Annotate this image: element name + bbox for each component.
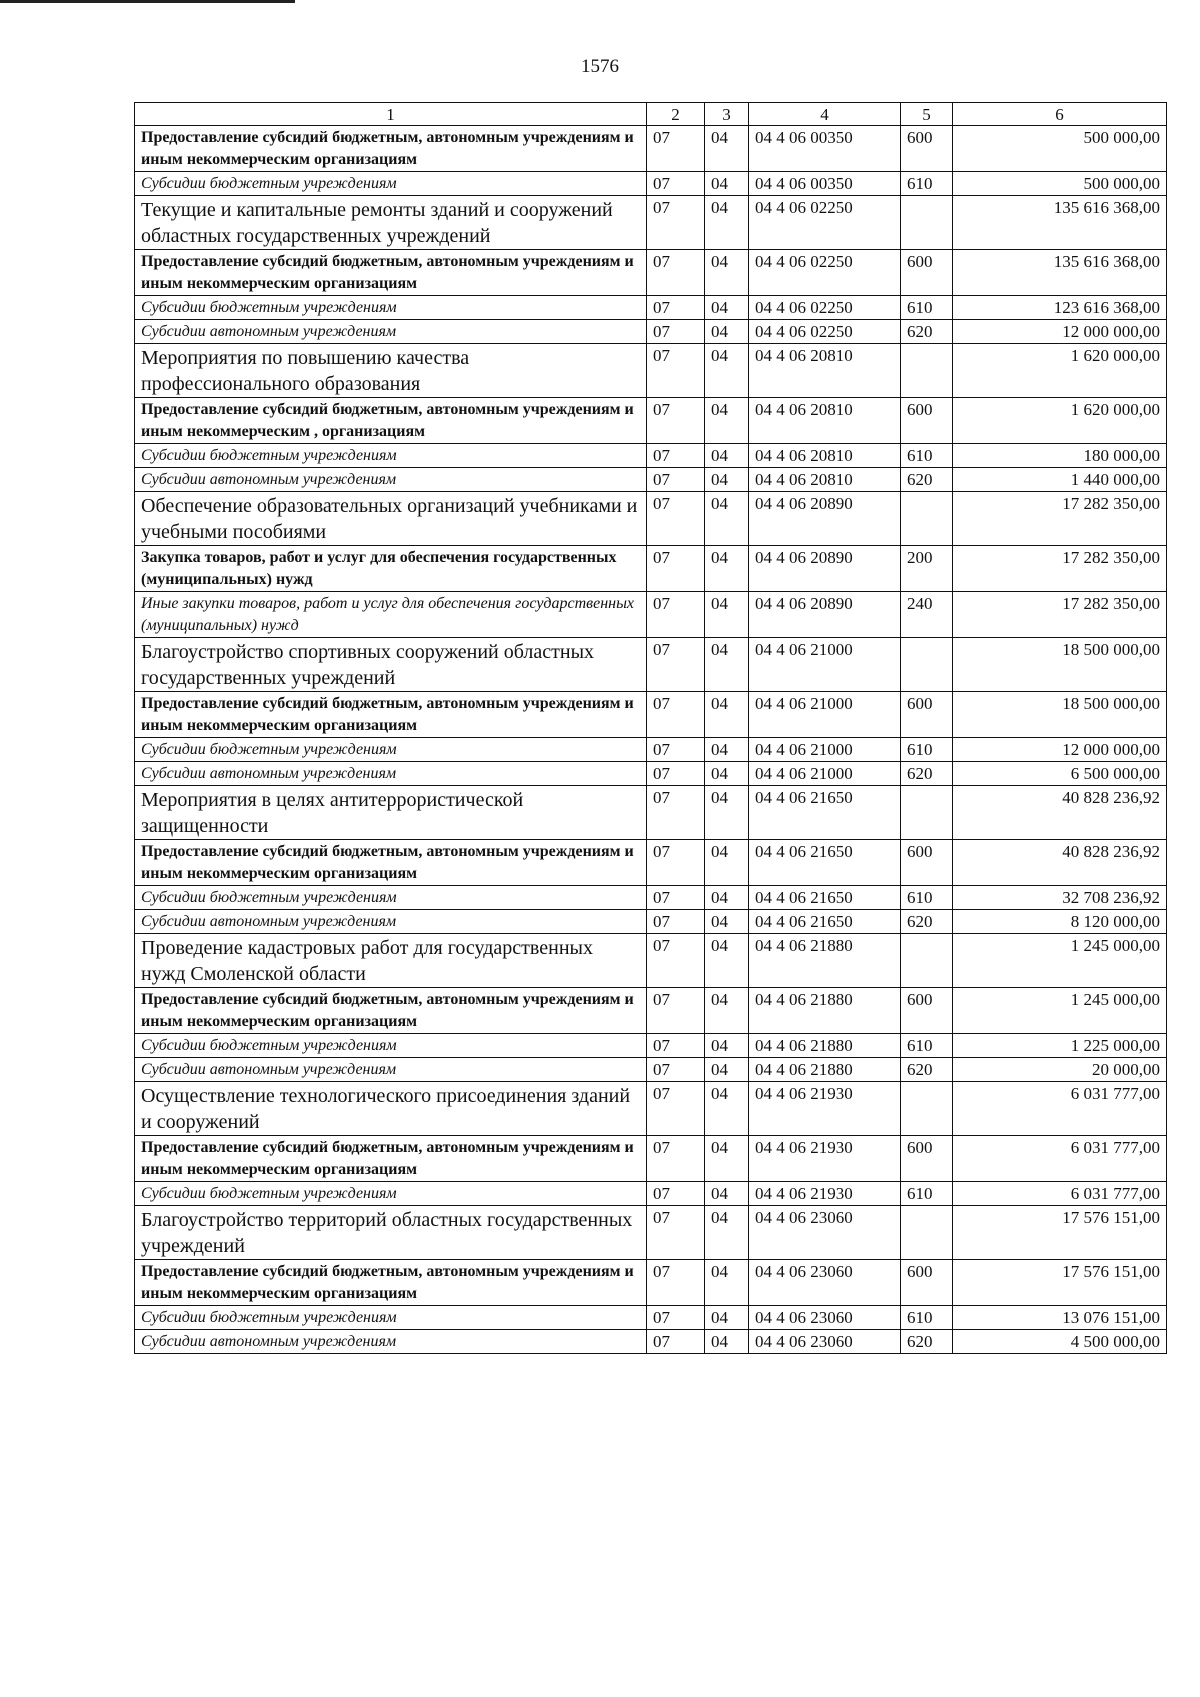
row-cell-c5 [901, 934, 953, 988]
table-row [135, 692, 1167, 738]
row-cell-c6: 8 120 000,00 [953, 910, 1167, 934]
table-row [135, 1034, 1167, 1058]
row-cell-c6: 1 245 000,00 [953, 934, 1167, 988]
row-cell-c3: 04 [705, 1058, 749, 1082]
row-cell-name: Субсидии бюджетным учреждениям [135, 296, 647, 320]
table-row [135, 344, 1167, 398]
row-cell-c2: 07 [647, 492, 705, 546]
header-cell: 4 [749, 103, 901, 126]
row-cell-c3: 04 [705, 344, 749, 398]
table-row [135, 126, 1167, 172]
row-cell-c4: 04 4 06 21650 [749, 840, 901, 886]
row-cell-c2: 07 [647, 172, 705, 196]
row-cell-c6: 18 500 000,00 [953, 692, 1167, 738]
row-cell-c6: 40 828 236,92 [953, 786, 1167, 840]
row-cell-c5: 600 [901, 692, 953, 738]
row-cell-c3: 04 [705, 250, 749, 296]
row-cell-c2: 07 [647, 1034, 705, 1058]
row-cell-c5: 600 [901, 1260, 953, 1306]
table-row [135, 468, 1167, 492]
table-row [135, 444, 1167, 468]
row-cell-name: Субсидии автономным учреждениям [135, 1058, 647, 1082]
row-cell-name: Субсидии бюджетным учреждениям [135, 1306, 647, 1330]
row-cell-c4: 04 4 06 20890 [749, 546, 901, 592]
row-cell-c2: 07 [647, 988, 705, 1034]
row-cell-c6: 4 500 000,00 [953, 1330, 1167, 1354]
row-cell-c5 [901, 492, 953, 546]
row-cell-c3: 04 [705, 886, 749, 910]
row-cell-c3: 04 [705, 492, 749, 546]
row-cell-c6: 180 000,00 [953, 444, 1167, 468]
row-cell-c2: 07 [647, 1082, 705, 1136]
row-cell-name: Предоставление субсидий бюджетным, автономным учреждениям и иным некоммерческим организациям [135, 250, 647, 296]
row-cell-c3: 04 [705, 786, 749, 840]
row-cell-c6: 6 031 777,00 [953, 1182, 1167, 1206]
row-cell-name: Субсидии автономным учреждениям [135, 910, 647, 934]
row-cell-c4: 04 4 06 21000 [749, 762, 901, 786]
row-cell-c3: 04 [705, 1306, 749, 1330]
row-cell-c3: 04 [705, 840, 749, 886]
row-cell-name: Обеспечение образовательных организаций учебниками и учебными пособиями [135, 492, 647, 546]
row-cell-c5: 610 [901, 444, 953, 468]
row-cell-c5: 600 [901, 398, 953, 444]
row-cell-c6: 13 076 151,00 [953, 1306, 1167, 1330]
row-cell-c6: 1 440 000,00 [953, 468, 1167, 492]
row-cell-c5 [901, 1206, 953, 1260]
row-cell-c4: 04 4 06 23060 [749, 1330, 901, 1354]
table-header-row [135, 103, 1167, 126]
row-cell-c5 [901, 786, 953, 840]
row-cell-c5: 620 [901, 320, 953, 344]
table-row [135, 988, 1167, 1034]
row-cell-c3: 04 [705, 126, 749, 172]
table-row [135, 320, 1167, 344]
row-cell-name: Субсидии бюджетным учреждениям [135, 738, 647, 762]
row-cell-name: Предоставление субсидий бюджетным, автономным учреждениям и иным некоммерческим организациям [135, 126, 647, 172]
row-cell-c2: 07 [647, 738, 705, 762]
row-cell-name: Иные закупки товаров, работ и услуг для обеспечения государственных (муниципальных) нужд [135, 592, 647, 638]
row-cell-c5: 200 [901, 546, 953, 592]
table-row [135, 738, 1167, 762]
row-cell-c5: 610 [901, 1306, 953, 1330]
row-cell-c2: 07 [647, 126, 705, 172]
row-cell-c3: 04 [705, 196, 749, 250]
table-row [135, 1058, 1167, 1082]
row-cell-c6: 123 616 368,00 [953, 296, 1167, 320]
table-row [135, 492, 1167, 546]
row-cell-c5: 620 [901, 762, 953, 786]
row-cell-name: Субсидии автономным учреждениям [135, 1330, 647, 1354]
row-cell-c2: 07 [647, 592, 705, 638]
row-cell-c2: 07 [647, 344, 705, 398]
row-cell-c4: 04 4 06 20810 [749, 444, 901, 468]
table-row [135, 638, 1167, 692]
row-cell-c3: 04 [705, 1260, 749, 1306]
row-cell-name: Предоставление субсидий бюджетным, автономным учреждениям и иным некоммерческим организациям [135, 692, 647, 738]
row-cell-c4: 04 4 06 21930 [749, 1136, 901, 1182]
row-cell-c2: 07 [647, 762, 705, 786]
row-cell-c5: 610 [901, 738, 953, 762]
row-cell-c5: 610 [901, 1182, 953, 1206]
header-cell: 3 [705, 103, 749, 126]
row-cell-c2: 07 [647, 1306, 705, 1330]
row-cell-c4: 04 4 06 23060 [749, 1260, 901, 1306]
row-cell-name: Предоставление субсидий бюджетным, автономным учреждениям и иным некоммерческим организациям [135, 1136, 647, 1182]
row-cell-c4: 04 4 06 02250 [749, 320, 901, 344]
row-cell-c3: 04 [705, 692, 749, 738]
row-cell-c5: 240 [901, 592, 953, 638]
scan-edge-line [0, 0, 295, 3]
row-cell-name: Субсидии бюджетным учреждениям [135, 886, 647, 910]
row-cell-c2: 07 [647, 886, 705, 910]
row-cell-c4: 04 4 06 21000 [749, 692, 901, 738]
row-cell-c5: 600 [901, 250, 953, 296]
row-cell-c4: 04 4 06 20810 [749, 398, 901, 444]
row-cell-name: Закупка товаров, работ и услуг для обеспечения государственных (муниципальных) нужд [135, 546, 647, 592]
row-cell-c4: 04 4 06 02250 [749, 196, 901, 250]
row-cell-c6: 20 000,00 [953, 1058, 1167, 1082]
table-row [135, 1082, 1167, 1136]
row-cell-name: Субсидии бюджетным учреждениям [135, 444, 647, 468]
row-cell-c6: 18 500 000,00 [953, 638, 1167, 692]
row-cell-c6: 6 500 000,00 [953, 762, 1167, 786]
row-cell-c4: 04 4 06 23060 [749, 1306, 901, 1330]
row-cell-c3: 04 [705, 988, 749, 1034]
row-cell-c5 [901, 196, 953, 250]
row-cell-c2: 07 [647, 1330, 705, 1354]
row-cell-c6: 17 576 151,00 [953, 1260, 1167, 1306]
row-cell-c5: 620 [901, 1058, 953, 1082]
row-cell-name: Субсидии бюджетным учреждениям [135, 172, 647, 196]
row-cell-name: Текущие и капитальные ремонты зданий и сооружений областных государственных учреждений [135, 196, 647, 250]
row-cell-c5: 600 [901, 840, 953, 886]
row-cell-c3: 04 [705, 762, 749, 786]
table-row [135, 886, 1167, 910]
row-cell-name: Субсидии автономным учреждениям [135, 468, 647, 492]
row-cell-c3: 04 [705, 1136, 749, 1182]
row-cell-c4: 04 4 06 20890 [749, 492, 901, 546]
row-cell-c3: 04 [705, 1034, 749, 1058]
row-cell-c6: 1 225 000,00 [953, 1034, 1167, 1058]
row-cell-c6: 1 620 000,00 [953, 344, 1167, 398]
row-cell-c6: 17 282 350,00 [953, 546, 1167, 592]
row-cell-c2: 07 [647, 934, 705, 988]
row-cell-c5: 620 [901, 910, 953, 934]
row-cell-c5 [901, 638, 953, 692]
row-cell-c4: 04 4 06 21930 [749, 1082, 901, 1136]
row-cell-name: Мероприятия в целях антитеррористической защищенности [135, 786, 647, 840]
table-row [135, 1182, 1167, 1206]
table-row [135, 1206, 1167, 1260]
row-cell-c3: 04 [705, 1206, 749, 1260]
row-cell-name: Осуществление технологического присоединения зданий и сооружений [135, 1082, 647, 1136]
row-cell-c6: 12 000 000,00 [953, 320, 1167, 344]
row-cell-c4: 04 4 06 21880 [749, 1058, 901, 1082]
row-cell-c3: 04 [705, 444, 749, 468]
row-cell-name: Предоставление субсидий бюджетным, автономным учреждениям и иным некоммерческим организациям [135, 988, 647, 1034]
row-cell-c6: 500 000,00 [953, 172, 1167, 196]
row-cell-name: Субсидии бюджетным учреждениям [135, 1182, 647, 1206]
row-cell-name: Предоставление субсидий бюджетным, автономным учреждениям и иным некоммерческим организациям [135, 1260, 647, 1306]
row-cell-c2: 07 [647, 444, 705, 468]
row-cell-c5: 610 [901, 172, 953, 196]
row-cell-c4: 04 4 06 21650 [749, 886, 901, 910]
row-cell-c4: 04 4 06 21650 [749, 910, 901, 934]
row-cell-c2: 07 [647, 398, 705, 444]
row-cell-c2: 07 [647, 546, 705, 592]
row-cell-c3: 04 [705, 398, 749, 444]
budget-table [134, 102, 1167, 1354]
row-cell-c2: 07 [647, 786, 705, 840]
row-cell-c5: 600 [901, 988, 953, 1034]
row-cell-c3: 04 [705, 738, 749, 762]
row-cell-c3: 04 [705, 320, 749, 344]
row-cell-c2: 07 [647, 1182, 705, 1206]
row-cell-c6: 6 031 777,00 [953, 1136, 1167, 1182]
row-cell-c4: 04 4 06 20810 [749, 468, 901, 492]
row-cell-name: Субсидии бюджетным учреждениям [135, 1034, 647, 1058]
row-cell-c4: 04 4 06 21000 [749, 738, 901, 762]
table-row [135, 546, 1167, 592]
row-cell-name: Предоставление субсидий бюджетным, автономным учреждениям и иным некоммерческим , организациям [135, 398, 647, 444]
row-cell-c2: 07 [647, 1136, 705, 1182]
row-cell-c3: 04 [705, 468, 749, 492]
header-cell: 5 [901, 103, 953, 126]
row-cell-name: Мероприятия по повышению качества профессионального образования [135, 344, 647, 398]
row-cell-c4: 04 4 06 02250 [749, 250, 901, 296]
row-cell-c4: 04 4 06 21930 [749, 1182, 901, 1206]
row-cell-c2: 07 [647, 250, 705, 296]
table-row [135, 1306, 1167, 1330]
row-cell-c2: 07 [647, 1260, 705, 1306]
row-cell-c5: 610 [901, 886, 953, 910]
row-cell-c3: 04 [705, 1330, 749, 1354]
row-cell-c6: 17 282 350,00 [953, 492, 1167, 546]
row-cell-c6: 32 708 236,92 [953, 886, 1167, 910]
row-cell-c2: 07 [647, 196, 705, 250]
row-cell-c5: 620 [901, 1330, 953, 1354]
row-cell-c6: 6 031 777,00 [953, 1082, 1167, 1136]
table-row [135, 1136, 1167, 1182]
row-cell-c2: 07 [647, 638, 705, 692]
row-cell-c4: 04 4 06 20890 [749, 592, 901, 638]
row-cell-c3: 04 [705, 172, 749, 196]
table-row [135, 196, 1167, 250]
row-cell-c4: 04 4 06 20810 [749, 344, 901, 398]
row-cell-c2: 07 [647, 840, 705, 886]
row-cell-c4: 04 4 06 00350 [749, 172, 901, 196]
row-cell-name: Благоустройство спортивных сооружений областных государственных учреждений [135, 638, 647, 692]
row-cell-c6: 1 620 000,00 [953, 398, 1167, 444]
table-row [135, 762, 1167, 786]
page-number: 1576 [581, 56, 619, 77]
row-cell-c4: 04 4 06 02250 [749, 296, 901, 320]
row-cell-c5: 600 [901, 126, 953, 172]
row-cell-c2: 07 [647, 320, 705, 344]
table-row [135, 172, 1167, 196]
table-row [135, 398, 1167, 444]
row-cell-c4: 04 4 06 00350 [749, 126, 901, 172]
row-cell-c3: 04 [705, 910, 749, 934]
row-cell-name: Субсидии автономным учреждениям [135, 320, 647, 344]
row-cell-c4: 04 4 06 21650 [749, 786, 901, 840]
row-cell-c5: 610 [901, 1034, 953, 1058]
row-cell-c2: 07 [647, 468, 705, 492]
row-cell-c2: 07 [647, 296, 705, 320]
row-cell-c3: 04 [705, 1182, 749, 1206]
row-cell-c5 [901, 344, 953, 398]
row-cell-c6: 135 616 368,00 [953, 196, 1167, 250]
row-cell-c2: 07 [647, 1058, 705, 1082]
row-cell-c6: 1 245 000,00 [953, 988, 1167, 1034]
row-cell-name: Субсидии автономным учреждениям [135, 762, 647, 786]
table-row [135, 1330, 1167, 1354]
row-cell-c3: 04 [705, 1082, 749, 1136]
row-cell-c4: 04 4 06 21880 [749, 988, 901, 1034]
header-cell: 6 [953, 103, 1167, 126]
table-row [135, 592, 1167, 638]
row-cell-c6: 17 576 151,00 [953, 1206, 1167, 1260]
row-cell-c6: 135 616 368,00 [953, 250, 1167, 296]
row-cell-c6: 500 000,00 [953, 126, 1167, 172]
row-cell-c2: 07 [647, 910, 705, 934]
row-cell-c4: 04 4 06 21880 [749, 934, 901, 988]
header-cell: 2 [647, 103, 705, 126]
row-cell-name: Предоставление субсидий бюджетным, автономным учреждениям и иным некоммерческим организациям [135, 840, 647, 886]
row-cell-name: Благоустройство территорий областных государственных учреждений [135, 1206, 647, 1260]
header-cell: 1 [135, 103, 647, 126]
table-row [135, 1260, 1167, 1306]
row-cell-c2: 07 [647, 1206, 705, 1260]
row-cell-c3: 04 [705, 296, 749, 320]
row-cell-name: Проведение кадастровых работ для государственных нужд Смоленской области [135, 934, 647, 988]
table-row [135, 786, 1167, 840]
row-cell-c3: 04 [705, 546, 749, 592]
row-cell-c3: 04 [705, 638, 749, 692]
row-cell-c6: 12 000 000,00 [953, 738, 1167, 762]
row-cell-c6: 40 828 236,92 [953, 840, 1167, 886]
row-cell-c5: 620 [901, 468, 953, 492]
row-cell-c6: 17 282 350,00 [953, 592, 1167, 638]
table-row [135, 296, 1167, 320]
row-cell-c3: 04 [705, 592, 749, 638]
table-row [135, 934, 1167, 988]
row-cell-c3: 04 [705, 934, 749, 988]
table-row [135, 840, 1167, 886]
table-row [135, 250, 1167, 296]
table-row [135, 910, 1167, 934]
row-cell-c5: 610 [901, 296, 953, 320]
row-cell-c4: 04 4 06 21000 [749, 638, 901, 692]
row-cell-c5 [901, 1082, 953, 1136]
row-cell-c4: 04 4 06 21880 [749, 1034, 901, 1058]
row-cell-c4: 04 4 06 23060 [749, 1206, 901, 1260]
row-cell-c5: 600 [901, 1136, 953, 1182]
row-cell-c2: 07 [647, 692, 705, 738]
